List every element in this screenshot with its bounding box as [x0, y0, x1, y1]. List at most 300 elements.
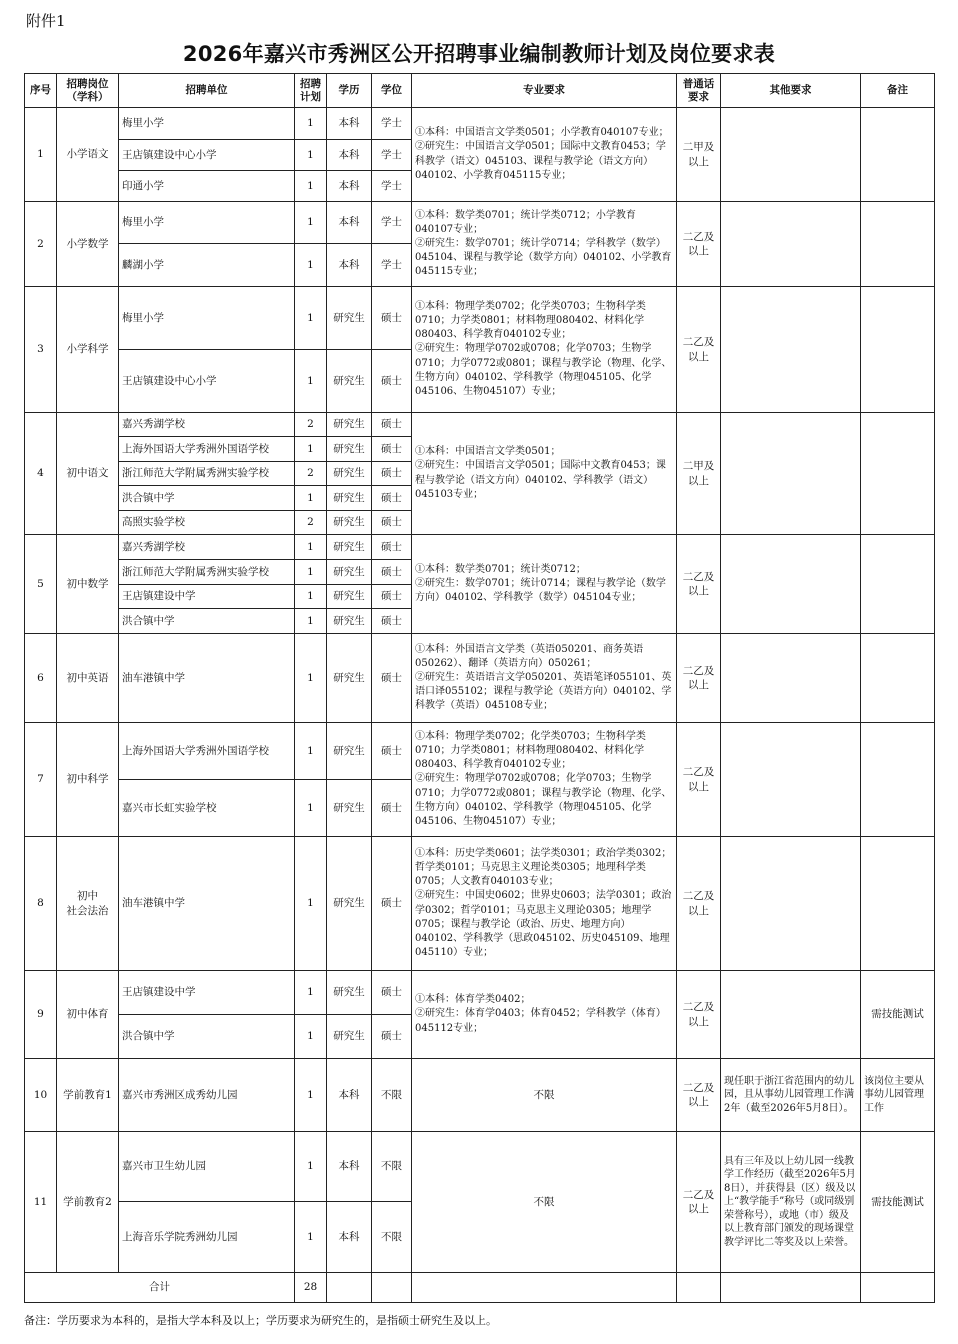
unit-cell: [119, 1202, 295, 1273]
seq-cell: [25, 837, 57, 971]
education-cell: [327, 140, 372, 171]
plan-cell: [295, 535, 327, 560]
unit-cell: [119, 244, 295, 287]
plan-cell-text: 1: [307, 1160, 314, 1173]
education-cell-text: 本科: [338, 216, 360, 229]
plan-cell-text: 1: [307, 491, 314, 504]
remark-cell: [861, 413, 935, 535]
plan-cell: [295, 108, 327, 140]
unit-cell-text: 浙江师范大学附属秀洲实验学校: [122, 565, 269, 578]
unit-cell: [119, 486, 295, 511]
major-cell-text: ①本科：中国语言文学类0501；小学教育040107专业； ②研究生：中国语言文学0501；国际中文教育0453；学科教学（语文）045103、课程与教学论（语文方向）040102、小学教育045115专业；: [415, 127, 669, 181]
degree-cell: [372, 535, 412, 560]
unit-cell: [119, 837, 295, 971]
post-cell: [57, 108, 119, 202]
plan-cell: [295, 287, 327, 350]
education-cell-text: 研究生: [333, 1030, 365, 1043]
total-empty-cell: [327, 1273, 372, 1303]
plan-cell-text: 1: [307, 614, 314, 627]
unit-cell-text: 嘉兴秀湖学校: [122, 540, 185, 553]
mandarin-cell: [677, 837, 721, 971]
other-requirements-cell-text: 具有三年及以上幼儿园一线教学工作经历（截至2026年5月8日），并获得县（区）级及以上“教学能手”称号（或同级别荣誉称号），或地（市）级及以上教育部门颁发的现场课堂教学评比二等奖及以上荣誉。: [724, 1155, 856, 1248]
plan-cell: [295, 486, 327, 511]
education-cell-text: 研究生: [333, 801, 365, 814]
education-cell-text: 研究生: [333, 311, 365, 324]
seq-cell-text: 1: [37, 148, 44, 161]
mandarin-cell: [677, 723, 721, 837]
degree-cell-text: 不限: [381, 1088, 402, 1101]
unit-cell-text: 浙江师范大学附属秀洲实验学校: [122, 467, 269, 480]
table-row: [25, 108, 935, 140]
plan-cell-text: 1: [307, 117, 314, 130]
education-cell-text: 本科: [338, 1230, 360, 1243]
degree-cell-text: 硕士: [381, 442, 402, 455]
remark-cell: [861, 535, 935, 634]
mandarin-cell: [677, 1132, 721, 1273]
unit-cell-text: 嘉兴秀湖学校: [122, 418, 185, 431]
education-cell: [327, 244, 372, 287]
post-cell: [57, 634, 119, 723]
major-cell: [412, 1059, 677, 1132]
unit-cell-text: 印通小学: [122, 179, 164, 192]
seq-cell: [25, 1132, 57, 1273]
seq-cell-text: 3: [37, 343, 44, 356]
header-degree: 学位: [372, 74, 412, 108]
degree-cell: [372, 1132, 412, 1202]
unit-cell: [119, 971, 295, 1015]
unit-cell: [119, 1059, 295, 1132]
header-remark: 备注: [861, 74, 935, 108]
education-cell: [327, 780, 372, 837]
education-cell: [327, 171, 372, 202]
plan-cell: [295, 140, 327, 171]
unit-cell: [119, 202, 295, 244]
major-cell: [412, 634, 677, 723]
plan-cell: [295, 511, 327, 535]
mandarin-cell-text: 二乙及 以上: [682, 570, 715, 597]
unit-cell-text: 上海音乐学院秀洲幼儿园: [122, 1230, 238, 1243]
header-post: 招聘岗位 （学科）: [57, 74, 119, 108]
seq-cell-text: 9: [37, 1008, 44, 1021]
remark-cell: [861, 1059, 935, 1132]
unit-cell-text: 油车港镇中学: [122, 671, 185, 684]
plan-cell: [295, 780, 327, 837]
degree-cell: [372, 171, 412, 202]
degree-cell-text: 硕士: [381, 744, 402, 757]
degree-cell: [372, 108, 412, 140]
mandarin-cell: [677, 1059, 721, 1132]
other-requirements-cell: [721, 202, 861, 287]
education-cell-text: 研究生: [333, 565, 365, 578]
major-cell-text: ①本科：数学类0701；统计类0712； ②研究生：数学0701；统计0714；课程与教学论（数学方向）040102、学科教学（数学）045104专业；: [415, 563, 666, 604]
table-row: [25, 1132, 935, 1202]
mandarin-cell-text: 二乙及 以上: [682, 890, 715, 917]
degree-cell: [372, 287, 412, 350]
footnote: 备注：学历要求为本科的，是指大学本科及以上；学历要求为研究生的，是指硕士研究生及以上。: [24, 1314, 497, 1327]
unit-cell-text: 洪合镇中学: [122, 491, 175, 504]
plan-cell-text: 1: [307, 148, 314, 161]
degree-cell-text: 硕士: [381, 491, 402, 504]
major-cell: [412, 837, 677, 971]
degree-cell: [372, 634, 412, 723]
degree-cell-text: 硕士: [381, 671, 402, 684]
unit-cell-text: 王店镇建设中心小学: [122, 374, 217, 387]
education-cell-text: 研究生: [333, 374, 365, 387]
education-cell: [327, 837, 372, 971]
remark-cell: [861, 837, 935, 971]
remark-cell: [861, 108, 935, 202]
unit-cell: [119, 511, 295, 535]
unit-cell-text: 洪合镇中学: [122, 1030, 175, 1043]
unit-cell-text: 上海外国语大学秀洲外国语学校: [122, 442, 269, 455]
mandarin-cell: [677, 634, 721, 723]
degree-cell-text: 硕士: [381, 467, 402, 480]
header-unit: 招聘单位: [119, 74, 295, 108]
education-cell-text: 研究生: [333, 671, 365, 684]
mandarin-cell: [677, 971, 721, 1059]
education-cell: [327, 560, 372, 585]
seq-cell-text: 2: [37, 237, 44, 250]
education-cell: [327, 634, 372, 723]
education-cell-text: 研究生: [333, 467, 365, 480]
education-cell-text: 本科: [338, 179, 360, 192]
major-cell: [412, 413, 677, 535]
seq-cell-text: 5: [37, 577, 44, 590]
header-major: 专业要求: [412, 74, 677, 108]
degree-cell: [372, 350, 412, 413]
education-cell-text: 研究生: [333, 491, 365, 504]
degree-cell: [372, 609, 412, 634]
unit-cell-text: 梅里小学: [122, 311, 164, 324]
unit-cell: [119, 462, 295, 486]
total-label: [25, 1273, 295, 1303]
plan-cell: [295, 202, 327, 244]
education-cell-text: 研究生: [333, 986, 365, 999]
plan-cell: [295, 560, 327, 585]
plan-cell-text: 1: [307, 374, 314, 387]
other-requirements-cell: [721, 971, 861, 1059]
unit-cell-text: 梅里小学: [122, 117, 164, 130]
mandarin-cell-text: 二乙及 以上: [682, 664, 715, 691]
plan-cell: [295, 1059, 327, 1132]
major-cell: [412, 1132, 677, 1273]
other-requirements-cell-text: 现任职于浙江省范围内的幼儿园，且从事幼儿园管理工作满2年（截至2026年5月8日）。: [724, 1075, 854, 1114]
major-cell: [412, 202, 677, 287]
unit-cell: [119, 1132, 295, 1202]
table-row: [25, 837, 935, 971]
degree-cell: [372, 971, 412, 1015]
post-cell-text: 小学语文: [66, 148, 109, 161]
table-row: [25, 535, 935, 560]
table-row: [25, 971, 935, 1015]
total-empty-cell: [677, 1273, 721, 1303]
header-education: 学历: [327, 74, 372, 108]
major-cell: [412, 971, 677, 1059]
unit-cell: [119, 585, 295, 609]
plan-cell: [295, 585, 327, 609]
header-plan: 招聘 计划: [295, 74, 327, 108]
plan-cell-text: 1: [307, 311, 314, 324]
major-cell: [412, 535, 677, 634]
seq-cell: [25, 413, 57, 535]
education-cell: [327, 1015, 372, 1059]
seq-cell: [25, 971, 57, 1059]
table-row: [25, 723, 935, 780]
remark-cell: [861, 971, 935, 1059]
unit-cell-text: 高照实验学校: [122, 516, 185, 529]
major-cell-text: ①本科：物理学类0702；化学类0703；生物科学类0710；力学类0801；材料物理080402、材料化学080403、科学教育040102专业； ②研究生：物理学0702或0708；化学0703；生物学0710；力学0772或0801；课程与教学论（物理、化学、生物方向）040102、学科教学（物理045105、化学045106、生物045107）专业；: [415, 300, 672, 397]
post-cell-text: 初中数学: [66, 577, 109, 590]
post-cell-text: 学前教育1: [63, 1088, 112, 1101]
degree-cell-text: 学士: [381, 179, 402, 192]
plan-cell: [295, 244, 327, 287]
degree-cell-text: 不限: [381, 1230, 402, 1243]
degree-cell-text: 硕士: [381, 590, 402, 603]
mandarin-cell-text: 二乙及 以上: [682, 766, 715, 793]
seq-cell-text: 6: [37, 671, 44, 684]
total-plan: [295, 1273, 327, 1303]
education-cell-text: 本科: [338, 1160, 360, 1173]
unit-cell: [119, 140, 295, 171]
unit-cell: [119, 723, 295, 780]
degree-cell-text: 硕士: [381, 986, 402, 999]
post-cell-text: 初中英语: [66, 671, 109, 684]
remark-cell-text: 需技能测试: [871, 1008, 924, 1021]
remark-cell-text: 该岗位主要从事幼儿园管理工作: [864, 1075, 924, 1114]
other-requirements-cell: [721, 413, 861, 535]
plan-cell: [295, 1202, 327, 1273]
post-cell: [57, 535, 119, 634]
plan-cell-text: 1: [307, 540, 314, 553]
major-cell-text: ①本科：历史学类0601；法学类0301；政治学类0302；哲学类0101；马克思主义理论类0305；地理科学类0705；人文教育040103专业； ②研究生：中国史0602；世界史0603；法学0301；政治学0302；哲学0101；马克思主义理论0305；地理学0705；课程与教学论（政治、历史、地理方向）040102、学科教学（思政045102、历史045109、地理045110）专业；: [415, 847, 672, 959]
seq-cell-text: 8: [37, 897, 44, 910]
mandarin-cell-text: 二甲及 以上: [682, 141, 715, 168]
unit-cell: [119, 634, 295, 723]
education-cell: [327, 723, 372, 780]
degree-cell-text: 硕士: [381, 374, 402, 387]
post-cell-text: 小学数学: [66, 237, 109, 250]
mandarin-cell-text: 二甲及 以上: [682, 460, 715, 487]
post-cell-text: 初中语文: [66, 467, 109, 480]
major-cell-text: ①本科：数学类0701；统计学类0712；小学教育040107专业； ②研究生：数学0701；统计学0714；学科教学（数学）045104、课程与教学论（数学方向）040102、小学教育045115专业；: [415, 209, 672, 278]
mandarin-cell: [677, 108, 721, 202]
plan-cell: [295, 350, 327, 413]
unit-cell-text: 油车港镇中学: [122, 897, 185, 910]
other-requirements-cell: [721, 1059, 861, 1132]
degree-cell: [372, 585, 412, 609]
total-empty-cell: [721, 1273, 861, 1303]
education-cell-text: 本科: [338, 258, 360, 271]
degree-cell: [372, 723, 412, 780]
unit-cell: [119, 609, 295, 634]
plan-cell: [295, 1015, 327, 1059]
unit-cell: [119, 780, 295, 837]
plan-cell-text: 1: [307, 1030, 314, 1043]
degree-cell: [372, 244, 412, 287]
mandarin-cell: [677, 287, 721, 413]
education-cell-text: 本科: [338, 1088, 360, 1101]
degree-cell-text: 学士: [381, 117, 402, 130]
seq-cell: [25, 634, 57, 723]
other-requirements-cell: [721, 287, 861, 413]
other-requirements-cell: [721, 837, 861, 971]
major-cell-text: ①本科：物理学类0702；化学类0703；生物科学类0710；力学类0801；材料物理080402、材料化学080403、科学教育040102专业； ②研究生：物理学0702或0708；化学0703；生物学0710；力学0772或0801；课程与教学论（物理、化学、生物方向）040102、学科教学（物理045105、化学045106、生物045107）专业；: [415, 730, 672, 827]
education-cell: [327, 535, 372, 560]
seq-cell-text: 10: [33, 1088, 48, 1101]
unit-cell-text: 王店镇建设中学: [122, 986, 196, 999]
post-cell: [57, 1132, 119, 1273]
education-cell: [327, 202, 372, 244]
seq-cell: [25, 108, 57, 202]
plan-cell: [295, 437, 327, 462]
mandarin-cell: [677, 535, 721, 634]
unit-cell-text: 麟湖小学: [122, 258, 164, 271]
remark-cell: [861, 1132, 935, 1273]
degree-cell-text: 硕士: [381, 418, 402, 431]
post-cell-text: 小学科学: [66, 343, 109, 356]
header-other: 其他要求: [721, 74, 861, 108]
unit-cell: [119, 535, 295, 560]
seq-cell-text: 7: [37, 773, 44, 786]
degree-cell: [372, 780, 412, 837]
degree-cell: [372, 486, 412, 511]
education-cell: [327, 971, 372, 1015]
degree-cell: [372, 511, 412, 535]
plan-cell: [295, 837, 327, 971]
seq-cell: [25, 202, 57, 287]
degree-cell-text: 硕士: [381, 801, 402, 814]
degree-cell-text: 学士: [381, 258, 402, 271]
total-label-text: 合计: [149, 1281, 170, 1294]
plan-cell-text: 2: [307, 418, 314, 431]
mandarin-cell-text: 二乙及 以上: [682, 230, 715, 257]
table-row: [25, 1059, 935, 1132]
major-cell: [412, 108, 677, 202]
education-cell-text: 本科: [338, 117, 360, 130]
post-cell: [57, 723, 119, 837]
degree-cell-text: 学士: [381, 148, 402, 161]
plan-cell-text: 1: [307, 565, 314, 578]
plan-cell: [295, 171, 327, 202]
plan-cell: [295, 413, 327, 437]
seq-cell: [25, 287, 57, 413]
unit-cell-text: 王店镇建设中心小学: [122, 148, 217, 161]
major-cell-text: 不限: [533, 1195, 555, 1208]
plan-cell: [295, 723, 327, 780]
mandarin-cell-text: 二乙及 以上: [682, 1081, 715, 1108]
unit-cell: [119, 413, 295, 437]
header-row: [25, 74, 935, 108]
plan-cell-text: 1: [307, 986, 314, 999]
other-requirements-cell: [721, 535, 861, 634]
seq-cell: [25, 723, 57, 837]
education-cell-text: 研究生: [333, 744, 365, 757]
remark-cell: [861, 202, 935, 287]
table-row: [25, 287, 935, 350]
education-cell: [327, 486, 372, 511]
degree-cell: [372, 1202, 412, 1273]
plan-cell-text: 1: [307, 744, 314, 757]
degree-cell-text: 硕士: [381, 897, 402, 910]
post-cell: [57, 413, 119, 535]
degree-cell-text: 学士: [381, 216, 402, 229]
degree-cell: [372, 560, 412, 585]
total-empty-cell: [372, 1273, 412, 1303]
education-cell-text: 研究生: [333, 442, 365, 455]
plan-cell-text: 1: [307, 179, 314, 192]
plan-cell: [295, 462, 327, 486]
total-plan-text: 28: [303, 1281, 318, 1294]
major-cell-text: ①本科：中国语言文学类0501； ②研究生：中国语言文学0501；国际中文教育0453；课程与教学论（语文方向）040102、学科教学（语文）045103专业；: [415, 446, 666, 500]
unit-cell-text: 王店镇建设中学: [122, 590, 196, 603]
degree-cell-text: 硕士: [381, 614, 402, 627]
education-cell: [327, 1059, 372, 1132]
education-cell: [327, 108, 372, 140]
unit-cell-text: 嘉兴市长虹实验学校: [122, 801, 217, 814]
degree-cell-text: 硕士: [381, 565, 402, 578]
seq-cell: [25, 535, 57, 634]
degree-cell: [372, 413, 412, 437]
plan-cell-text: 1: [307, 258, 314, 271]
degree-cell: [372, 202, 412, 244]
mandarin-cell-text: 二乙及 以上: [682, 1188, 715, 1215]
plan-cell-text: 1: [307, 671, 314, 684]
other-requirements-cell: [721, 1132, 861, 1273]
degree-cell-text: 不限: [381, 1160, 402, 1173]
other-requirements-cell: [721, 108, 861, 202]
unit-cell: [119, 1015, 295, 1059]
degree-cell: [372, 140, 412, 171]
education-cell-text: 本科: [338, 148, 360, 161]
plan-cell-text: 1: [307, 801, 314, 814]
total-empty-cell: [412, 1273, 677, 1303]
seq-cell-text: 4: [37, 467, 44, 480]
degree-cell-text: 硕士: [381, 311, 402, 324]
education-cell-text: 研究生: [333, 590, 365, 603]
education-cell-text: 研究生: [333, 897, 365, 910]
degree-cell: [372, 837, 412, 971]
major-cell: [412, 287, 677, 413]
unit-cell: [119, 108, 295, 140]
plan-cell-text: 1: [307, 1230, 314, 1243]
unit-cell: [119, 287, 295, 350]
recruitment-table: [24, 73, 935, 1303]
education-cell-text: 研究生: [333, 516, 365, 529]
major-cell-text: ①本科：外国语言文学类（英语050201、商务英语050262）、翻译（英语方向）050261； ②研究生：英语语言文学050201、英语笔译055101、英语口译055102；课程与教学论（英语方向）040102、学科教学（英语）045108专业；: [415, 643, 672, 712]
unit-cell-text: 嘉兴市秀洲区成秀幼儿园: [122, 1088, 238, 1101]
plan-cell: [295, 609, 327, 634]
remark-cell: [861, 287, 935, 413]
major-cell: [412, 723, 677, 837]
plan-cell-text: 1: [307, 897, 314, 910]
degree-cell-text: 硕士: [381, 1030, 402, 1043]
header-seq: 序号: [25, 74, 57, 108]
plan-cell: [295, 634, 327, 723]
post-cell-text: 初中体育: [66, 1008, 109, 1021]
education-cell: [327, 1202, 372, 1273]
unit-cell-text: 梅里小学: [122, 216, 164, 229]
seq-cell-text: 11: [33, 1195, 48, 1208]
remark-cell: [861, 634, 935, 723]
degree-cell: [372, 1059, 412, 1132]
degree-cell-text: 硕士: [381, 540, 402, 553]
table-row: [25, 202, 935, 244]
degree-cell: [372, 437, 412, 462]
plan-cell-text: 2: [307, 467, 314, 480]
header-mandarin: 普通话 要求: [677, 74, 721, 108]
education-cell: [327, 350, 372, 413]
table-row: [25, 413, 935, 437]
